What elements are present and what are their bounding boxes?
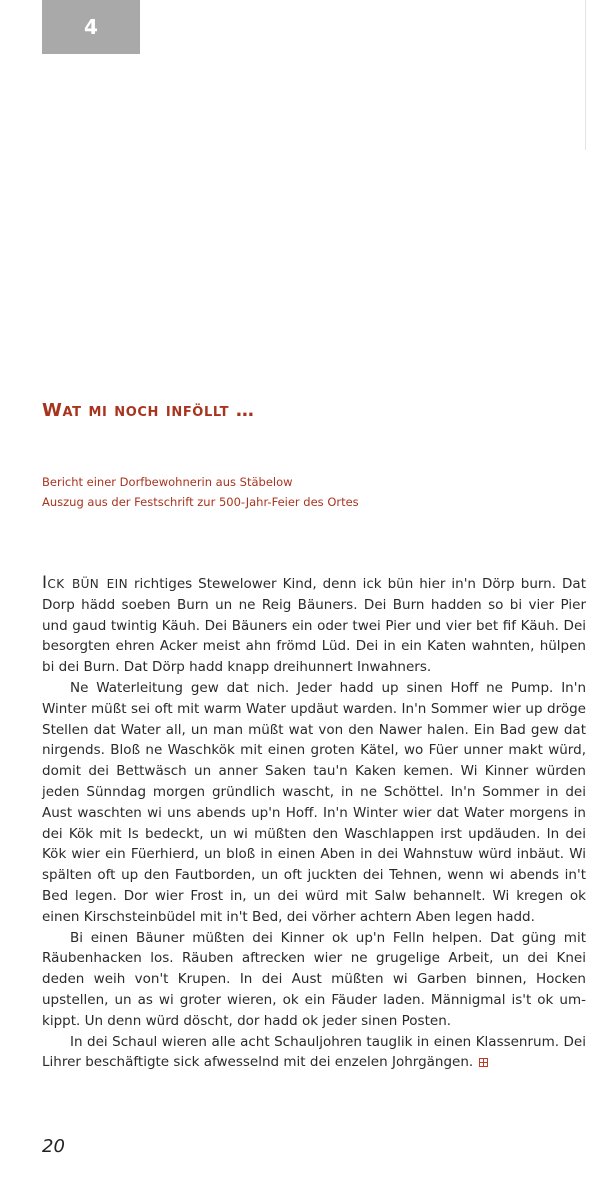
paragraph-4 (42, 1032, 586, 1074)
subtitle-line: Auszug aus der Festschrift zur 500-Jahr-Feier des Ortes (42, 495, 359, 509)
body-text (42, 573, 586, 1073)
subtitle-block (42, 472, 359, 512)
lead-in: Ick bün ein (42, 573, 128, 593)
page-number: 20 (42, 1136, 65, 1157)
paragraph-1-text: richtiges Stewelower Kind, denn ick bün hier in'n Dörp burn. Dat Dorp hädd soeben Burn un ne Reig Bäuners. Dei Burn hadden so bi vier Pier und gaud twintig Käuh. Dei Bäuners ein oder twei Pier und vier bet fif Käuh. Dei besorgten ehren Acker meist ahn frömd Lüd. Dei in ein Katen wahnten, hülpen bi dei Burn. Dat Dörp hadd knapp dreihunnert Inwahners. (42, 576, 586, 676)
paragraph-1 (42, 573, 586, 678)
subtitle-line: Bericht einer Dorfbewohnerin aus Stäbelow (42, 475, 293, 489)
section-title: Wat mi noch inföllt … (42, 400, 255, 421)
chapter-number: 4 (84, 15, 98, 39)
paragraph-2: Ne Waterleitung gew dat nich. Jeder hadd up sinen Hoff ne Pump. In'n Winter müßt sei oft mit warm Water updäut warden. In'n Sommer wier up dröge Stellen dat Water all, un man müßt wat von den Nawer halen. Ein Bad gew dat nirgends. Bloß ne Waschkök mit einen groten Kätel, wo Füer unner makt würd, domit dei Bettwäsch un anner Saken tau'n Kaken kemen. Wi Kinner würden jeden Sünndag morgen gründlich wascht, in ne Schöttel. In'n Sommer in dei Aust waschten wi uns abends up'n Hoff. In'n Winter wier dat Water morgens in dei Kök mit Is bedeckt, un wi müßten den Waschlappen irst updäuden. In dei Kök wier ein Füerhierd, un bloß in einen Aben in dei Wahnstuw würd inbäut. Wi spälten oft up den Fautborden, un oft juckten dei Tehnen, wenn wi abends in't Bed legen. Dor wier Frost in, un dei würd mit Salw behannelt. Wi kregen ok einen Kirschsteinbüdel mit in't Bed, dei vörher achtern Aben legen hadd. (42, 679, 586, 925)
end-of-article-icon (479, 1058, 488, 1067)
paragraph-3: Bi einen Bäuner müßten dei Kinner ok up'n Felln helpen. Dat güng mit Räubenhacken los. Räuben aftrecken wier ne grugelige Arbeit, un dei Knei deden weih von't Krupen. In dei Aust müßten wi Garben binnen, Hocken upstellen, un as wi groter wieren, ok ein Fäuder laden. Männigmal is't ok umkippt. Un denn würd döscht, dor hadd ok jeder sinen Posten. (42, 929, 586, 1029)
chapter-number-box (42, 0, 140, 54)
paragraph-4-text: In dei Schaul wieren alle acht Schauljohren tauglik in einen Klassenrum. Dei Lihrer beschäftigte sick afwesselnd mit dei enzelen Johrgängen. (42, 1033, 586, 1071)
margin-rule (585, 0, 586, 150)
